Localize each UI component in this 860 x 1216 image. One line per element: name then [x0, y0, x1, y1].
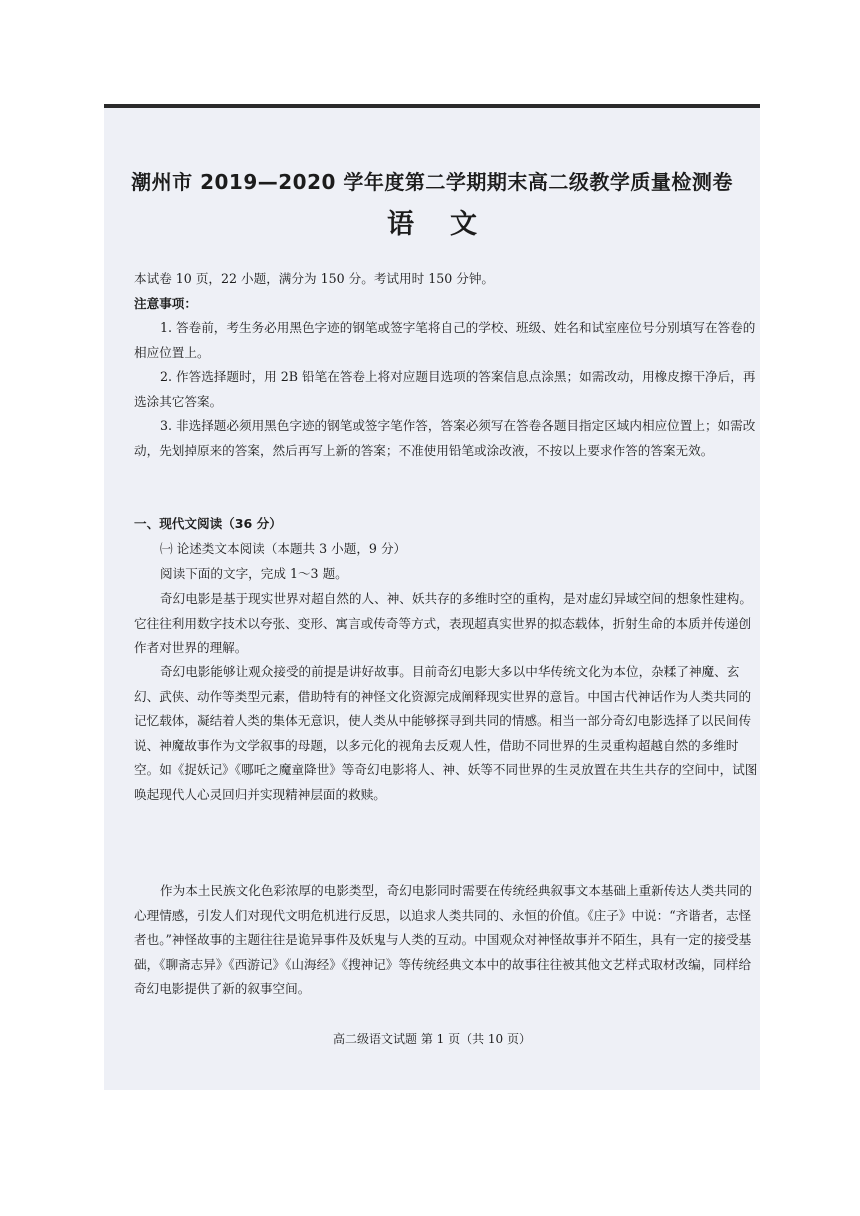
subject-title: 语文 [387, 209, 513, 240]
reading-instruction: 阅读下面的文字，完成 1～3 题。 [160, 566, 348, 581]
passage-paragraph-2: 奇幻电影能够让观众接受的前提是讲好故事。目前奇幻电影大多以中华传统文化为本位，杂糅了神魔、玄幻、武侠、动作等类型元素，借助特有的神怪文化资源完成阐释现实世界的意旨。中国古代神话作为人类共同的记忆载体，凝结着人类的集体无意识，使人类从中能够探寻到共同的情感。相当一部分奇幻电影选择了以民间传说、神魔故事作为文学叙事的母题，以多元化的视角去反观人性，借助不同世界的生灵重构超越自然的多维时空。如《捉妖记》《哪吒之魔童降世》等奇幻电影将人、神、妖等不同世界的生灵放置在共生共存的空间中，试图唤起现代人心灵回归并实现精神层面的救赎。 [134, 664, 758, 802]
sub-section-heading: ㈠ 论述类文本阅读（本题共 3 小题，9 分） [160, 541, 407, 556]
section-heading: 一、现代文阅读（36 分） [134, 516, 282, 531]
notice-heading: 注意事项： [134, 296, 197, 311]
scan-edge-bar [104, 104, 760, 108]
notice-item-3: 3. 非选择题必须用黑色字迹的钢笔或签字笔作答，答案必须写在答卷各题目指定区域内相应位置上；如需改动，先划掉原来的答案，然后再写上新的答案；不准使用铅笔或涂改液，不按以上要求作答的答案无效。 [134, 418, 756, 458]
passage-paragraph-3: 作为本土民族文化色彩浓厚的电影类型，奇幻电影同时需要在传统经典叙事文本基础上重新传达人类共同的心理情感，引发人们对现代文明危机进行反思，以追求人类共同的、永恒的价值。《庄子》中说：“齐谐者，志怪者也。”神怪故事的主题往往是诡异事件及妖鬼与人类的互动。中国观众对神怪故事并不陌生，具有一定的接受基础，《聊斋志异》《西游记》《山海经》《搜神记》等传统经典文本中的故事往往被其他文艺样式取材改编，同样给奇幻电影提供了新的叙事空间。 [134, 883, 752, 996]
exam-page [104, 104, 760, 1090]
notice-item-1: 1. 答卷前，考生务必用黑色字迹的钢笔或签字笔将自己的学校、班级、姓名和试室座位号分别填写在答卷的相应位置上。 [134, 320, 756, 360]
exam-title: 潮州市 2019—2020 学年度第二学期期末高二级教学质量检测卷 [131, 170, 733, 194]
passage-paragraph-1: 奇幻电影是基于现实世界对超自然的人、神、妖共存的多维时空的重构，是对虚幻异域空间的想象性建构。它往往利用数字技术以夸张、变形、寓言或传奇等方式，表现超真实世界的拟态载体，折射生命的本质并传递创作者对世界的理解。 [134, 591, 752, 655]
notice-item-2: 2. 作答选择题时，用 2B 铅笔在答卷上将对应题目选项的答案信息点涂黑；如需改动，用橡皮擦干净后，再选涂其它答案。 [134, 369, 756, 409]
exam-intro: 本试卷 10 页，22 小题，满分为 150 分。考试用时 150 分钟。 [134, 271, 495, 286]
page-footer: 高二级语文试题 第 1 页（共 10 页） [333, 1032, 531, 1046]
